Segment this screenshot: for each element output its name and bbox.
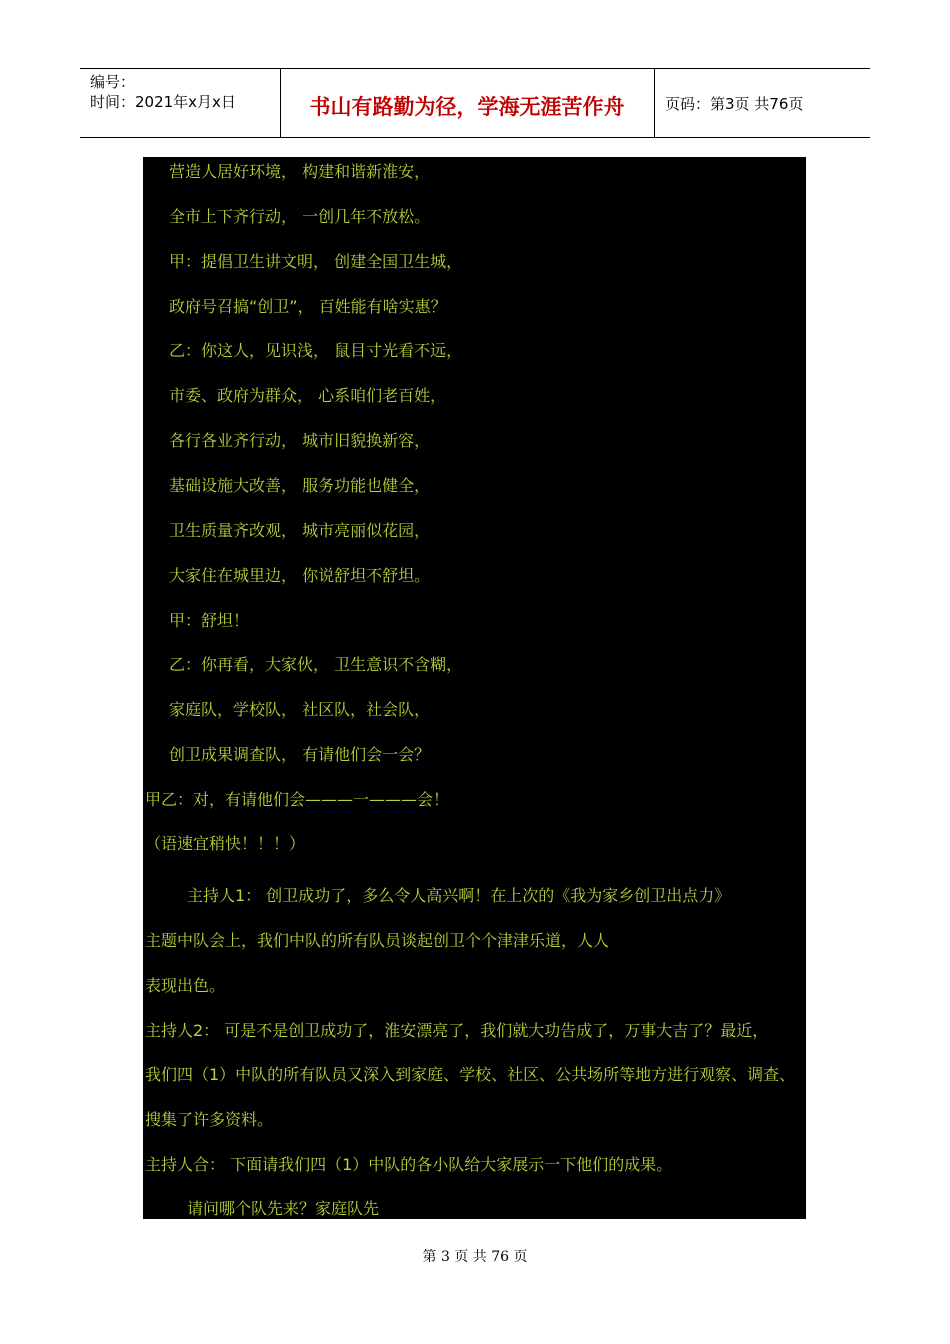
text-line: 我们四（1）中队的所有队员又深入到家庭、学校、社区、公共场所等地方进行观察、调查、 [145,1065,796,1084]
text-line: 请问哪个队先来？家庭队先 [187,1199,380,1218]
text-line: 搜集了许多资料。 [145,1110,274,1129]
text-line: 各行各业齐行动， 城市旧貌换新容， [169,431,431,450]
text-line: 乙：你这人，见识浅， 鼠目寸光看不远， [169,341,463,360]
text-line: （语速宜稍快！！！） [145,834,306,853]
header-slogan-cell [280,69,655,137]
text-line: 基础设施大改善， 服务功能也健全， [169,476,431,495]
content-block [143,157,806,1219]
page-header [80,68,870,138]
number-label: 编号： [90,73,136,91]
text-line: 政府号召搞“创卫”， 百姓能有啥实惠？ [169,297,447,316]
text-line: 表现出色。 [145,976,226,995]
text-line: 主持人1： 创卫成功了，多么令人高兴啊！在上次的《我为家乡创卫出点力》 [187,886,731,905]
text-line: 甲：舒坦！ [169,611,250,630]
text-line: 乙：你再看，大家伙， 卫生意识不含糊， [169,655,463,674]
text-line: 主持人合： 下面请我们四（1）中队的各小队给大家展示一下他们的成果。 [145,1155,673,1174]
text-line: 主题中队会上，我们中队的所有队员谈起创卫个个津津乐道，人人 [145,931,610,950]
text-line: 大家住在城里边， 你说舒坦不舒坦。 [169,566,431,585]
text-line: 家庭队，学校队， 社区队，社会队， [169,700,431,719]
text-line: 营造人居好环境， 构建和谐新淮安， [169,162,431,181]
header-page-cell [655,69,870,137]
slogan: 书山有路勤为径，学海无涯苦作舟 [309,95,625,119]
text-line: 创卫成果调查队， 有请他们会一会？ [169,745,431,764]
page-number-label: 页码：第3页 共76页 [665,95,804,113]
header-meta-cell [80,69,281,137]
text-line: 市委、政府为群众， 心系咱们老百姓， [169,386,447,405]
text-line: 卫生质量齐改观， 城市亮丽似花园， [169,521,431,540]
page-footer: 第 3 页 共 76 页 [422,1249,528,1265]
text-line: 全市上下齐行动， 一创几年不放松。 [169,207,431,226]
text-line: 主持人2： 可是不是创卫成功了，淮安漂亮了，我们就大功告成了，万事大吉了？最近， [145,1021,769,1040]
text-line: 甲乙：对，有请他们会———一———会！ [145,790,450,809]
time-label: 时间：2021年x月x日 [90,93,236,111]
text-line: 甲：提倡卫生讲文明， 创建全国卫生城， [169,252,463,271]
